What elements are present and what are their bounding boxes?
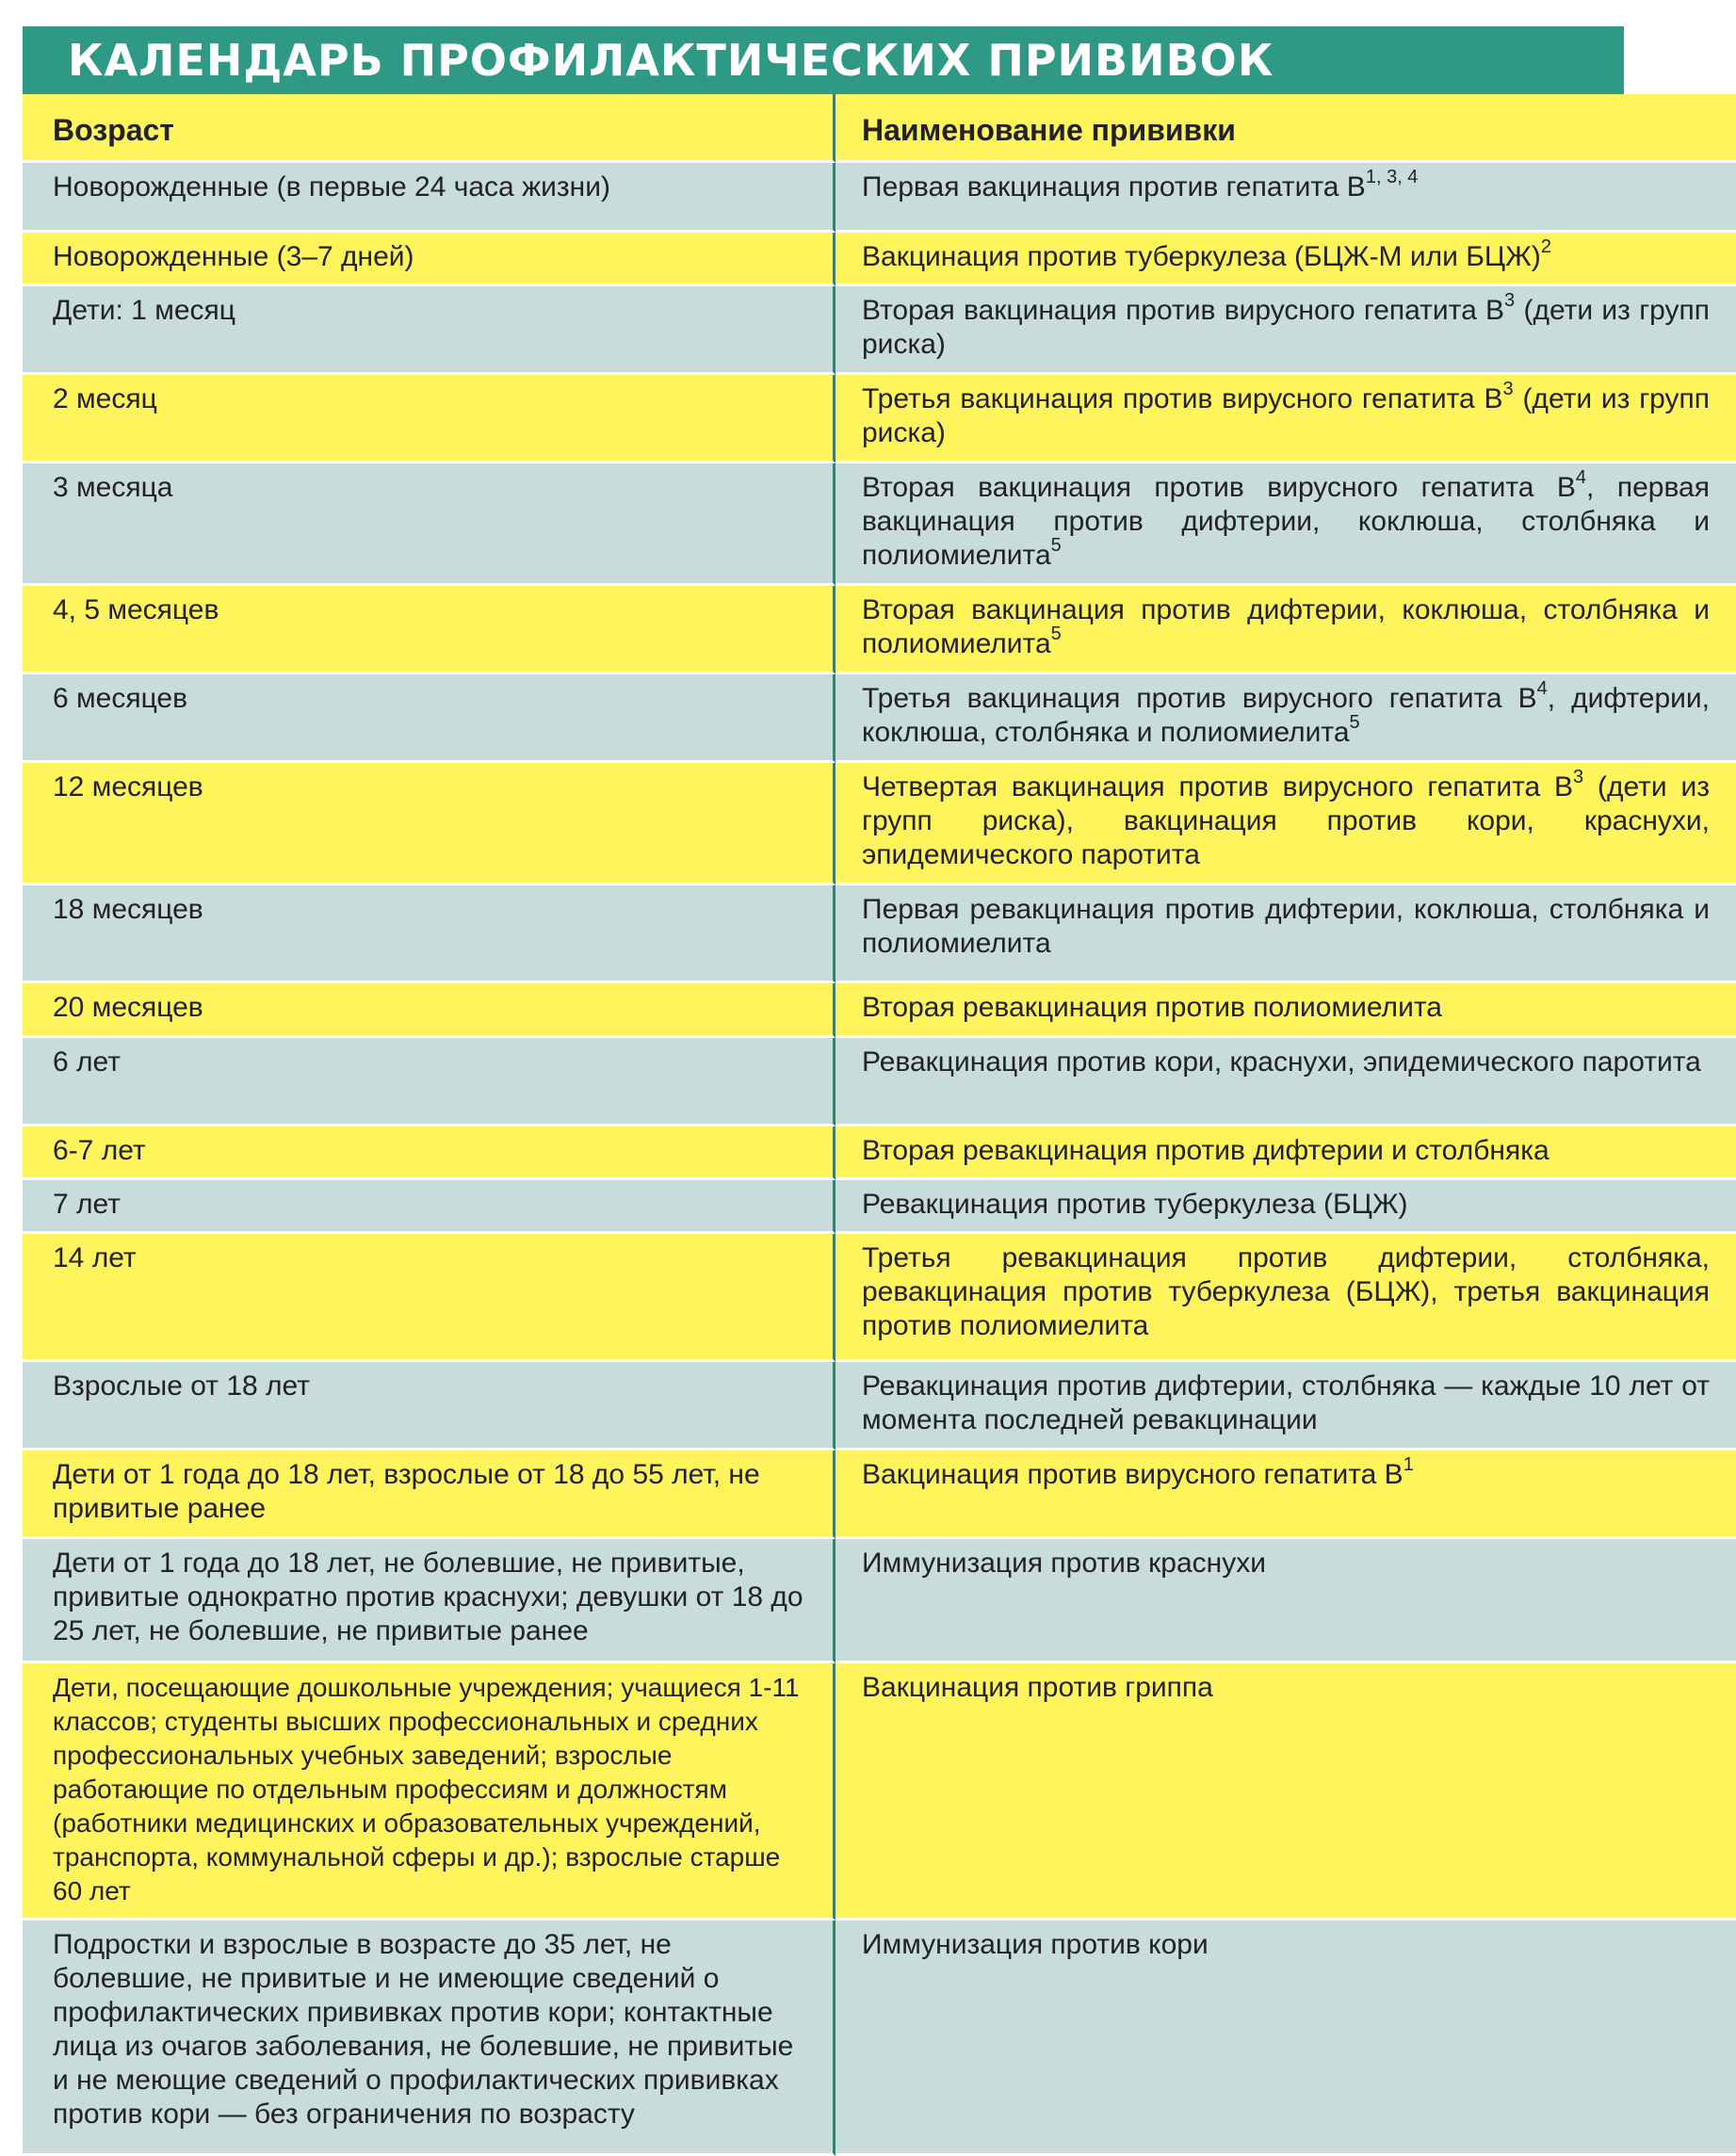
age-cell: Новорожденные (3–7 дней) (23, 233, 836, 286)
vaccine-cell: Ревакцинация против дифтерии, столбняка — каждые 10 лет от момента последней ревакцинации (836, 1362, 1736, 1451)
table-row (23, 1127, 1736, 1180)
footnote-ref: 2 (1540, 236, 1551, 257)
footnote-ref: 1, 3, 4 (1365, 167, 1419, 187)
vaccine-text: Третья вакцинация против вирусного гепатита В (862, 683, 1537, 714)
age-cell: 6 месяцев (23, 674, 836, 763)
vaccine-text: Вакцинация против вирусного гепатита В (862, 1459, 1403, 1490)
table-row (23, 1921, 1736, 2156)
vaccine-text-tail: (дети из групп риска) (862, 383, 1711, 448)
age-cell: 2 месяц (23, 375, 836, 463)
age-column-header: Возраст (23, 94, 836, 163)
vaccine-cell: Вторая ревакцинация против дифтерии и столбняка (836, 1127, 1736, 1180)
table-row (23, 674, 1736, 763)
vaccine-cell (836, 375, 1736, 463)
table-row (23, 1451, 1736, 1539)
vaccine-cell (836, 1451, 1736, 1539)
vaccine-cell: Иммунизация против краснухи (836, 1539, 1736, 1663)
vaccine-cell: Вакцинация против гриппа (836, 1663, 1736, 1921)
vaccine-text: Первая вакцинация против гепатита В (862, 171, 1366, 203)
footnote-ref: 4 (1575, 467, 1587, 488)
table-row (23, 983, 1736, 1038)
age-cell: 18 месяцев (23, 885, 836, 983)
vaccine-cell (836, 233, 1736, 286)
table-row (23, 1180, 1736, 1234)
footnote-ref: 3 (1504, 290, 1516, 311)
table-row (23, 286, 1736, 375)
age-cell: 4, 5 месяцев (23, 586, 836, 674)
table-row (23, 163, 1736, 233)
age-cell: Дети от 1 года до 18 лет, не болевшие, не привитые, привитые однократно против краснухи; девушки от 18 до 25 лет, не болевшие, не привитые ранее (23, 1539, 836, 1663)
age-cell: Подростки и взрослые в возрасте до 35 лет, не болевшие, не привитые и не имеющие сведений о профилактических прививках против кори; контактные лица из очагов заболевания, не болевшие, не привитые и не меющие сведений о профилактических прививках против кори — без ограничения по возрасту (23, 1921, 836, 2156)
age-cell: Дети: 1 месяц (23, 286, 836, 375)
vaccine-text: Вторая вакцинация против вирусного гепатита В (862, 472, 1576, 503)
vaccine-text-tail: (дети из групп риска), вакцинация против кори, краснухи, эпидемического паротита (862, 771, 1710, 870)
vaccine-cell: Иммунизация против кори (836, 1921, 1736, 2156)
vaccine-text: Вторая вакцинация против дифтерии, коклюша, столбняка и полиомиелита (862, 594, 1710, 659)
vaccine-cell (836, 763, 1736, 885)
footnote-ref: 1 (1403, 1454, 1414, 1475)
vaccination-calendar-page (23, 26, 1711, 2156)
age-cell: Дети от 1 года до 18 лет, взрослые от 18 до 55 лет, не привитые ранее (23, 1451, 836, 1539)
table-row (23, 463, 1736, 586)
vaccine-cell (836, 586, 1736, 674)
footnote-ref: 5 (1349, 712, 1360, 733)
table-header-row (23, 94, 1736, 163)
vaccine-text-tail: (дети из групп риска) (862, 295, 1710, 360)
footnote-ref: 3 (1502, 379, 1514, 399)
table-row (23, 586, 1736, 674)
vaccine-text-tail: , дифтерии, коклюша, столбняка и полиомиелита (862, 683, 1710, 748)
vaccine-cell: Третья ревакцинация против дифтерии, столбняка, ревакцинация против туберкулеза (БЦЖ), третья вакцинация против полиомиелита (836, 1234, 1736, 1362)
table-row (23, 375, 1736, 463)
table-row (23, 1663, 1736, 1921)
page-title: КАЛЕНДАРЬ ПРОФИЛАКТИЧЕСКИХ ПРИВИВОК (68, 35, 1274, 86)
vaccine-text: Третья вакцинация против вирусного гепатита В (862, 383, 1503, 414)
age-cell: Взрослые от 18 лет (23, 1362, 836, 1451)
age-cell: 20 месяцев (23, 983, 836, 1038)
vaccine-cell: Вторая ревакцинация против полиомиелита (836, 983, 1736, 1038)
footnote-ref: 4 (1536, 678, 1548, 699)
title-bar (23, 26, 1624, 94)
vaccine-cell (836, 163, 1736, 233)
vaccine-text-tail: , первая вакцинация против дифтерии, коклюша, столбняка и полиомиелита (862, 472, 1710, 571)
vaccine-text: Вторая вакцинация против вирусного гепатита В (862, 295, 1505, 326)
footnote-ref: 5 (1050, 624, 1062, 644)
age-cell: Новорожденные (в первые 24 часа жизни) (23, 163, 836, 233)
age-cell: 7 лет (23, 1180, 836, 1234)
vaccine-cell: Первая ревакцинация против дифтерии, коклюша, столбняка и полиомиелита (836, 885, 1736, 983)
table-row (23, 1038, 1736, 1127)
vaccine-cell (836, 286, 1736, 375)
vaccine-column-header: Наименование прививки (836, 94, 1736, 163)
age-cell: 14 лет (23, 1234, 836, 1362)
table-row (23, 885, 1736, 983)
table-row (23, 1234, 1736, 1362)
table-row (23, 1362, 1736, 1451)
vaccination-table (23, 94, 1736, 2156)
vaccine-cell (836, 463, 1736, 586)
vaccine-cell (836, 674, 1736, 763)
footnote-ref: 5 (1050, 535, 1062, 556)
age-cell: 12 месяцев (23, 763, 836, 885)
table-row (23, 763, 1736, 885)
vaccine-text: Четвертая вакцинация против вирусного гепатита В (862, 771, 1574, 802)
footnote-ref: 3 (1573, 767, 1584, 787)
table-row (23, 1539, 1736, 1663)
vaccine-cell: Ревакцинация против туберкулеза (БЦЖ) (836, 1180, 1736, 1234)
age-cell: 6 лет (23, 1038, 836, 1127)
vaccine-cell: Ревакцинация против кори, краснухи, эпидемического паротита (836, 1038, 1736, 1127)
vaccine-text: Вакцинация против туберкулеза (БЦЖ-М или БЦЖ) (862, 241, 1541, 272)
age-cell: 6-7 лет (23, 1127, 836, 1180)
age-cell: 3 месяца (23, 463, 836, 586)
table-row (23, 233, 1736, 286)
age-cell: Дети, посещающие дошкольные учреждения; учащиеся 1-11 классов; студенты высших профессиональных и средних профессиональных учебных заведений; взрослые работающие по отдельным профессиям и должностям (работники медицинских и образовательных учреждений, транспорта, коммунальной сферы и др.); взрослые старше 60 лет (23, 1663, 836, 1921)
